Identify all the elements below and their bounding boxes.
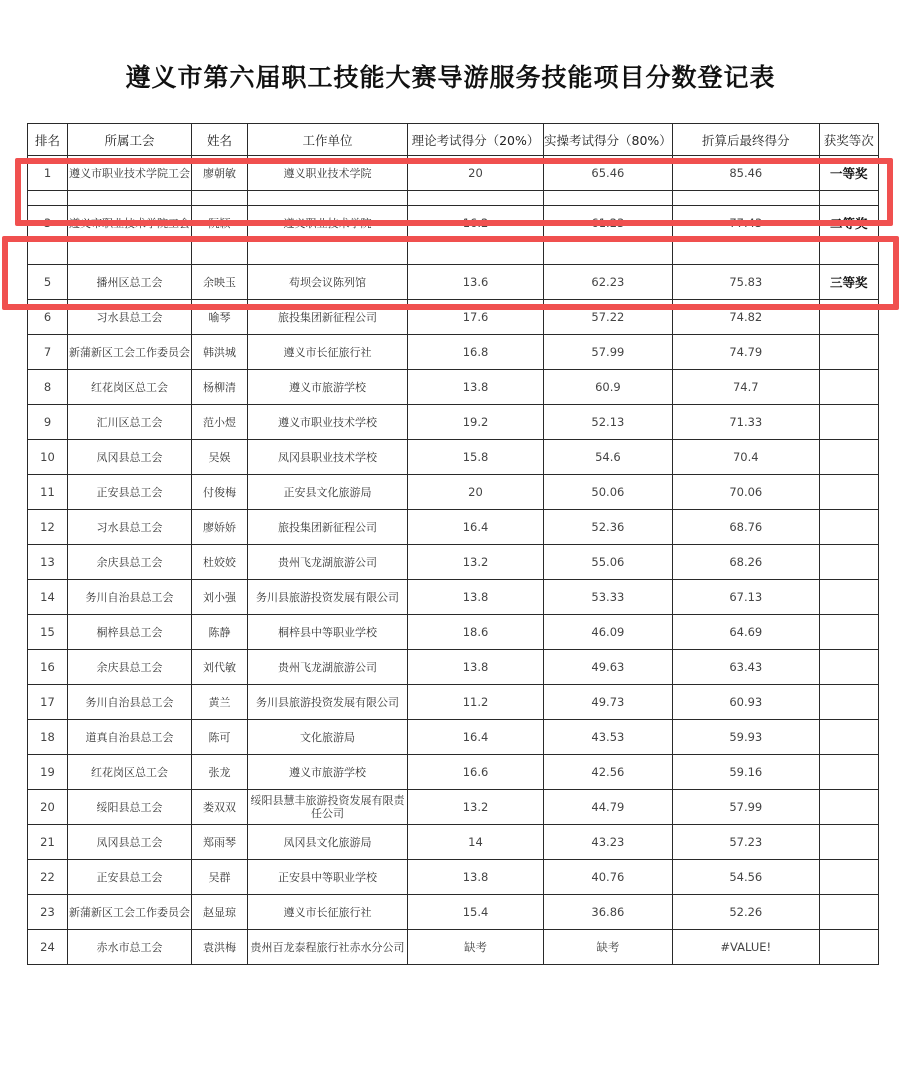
table-row	[28, 685, 879, 720]
cell-award	[819, 475, 878, 510]
cell-practical: 40.76	[544, 860, 673, 895]
cell-final: 57.99	[672, 790, 819, 825]
cell-unit: 苟坝会议陈列馆	[248, 265, 408, 300]
cell-unit: 贵州百龙泰程旅行社赤水分公司	[248, 930, 408, 965]
cell-final: 75.83	[672, 265, 819, 300]
cell-unit: 绥阳县慧丰旅游投资发展有限责任公司	[248, 790, 408, 825]
cell-rank: 9	[28, 405, 68, 440]
cell-final: #VALUE!	[672, 930, 819, 965]
table-row	[28, 300, 879, 335]
cell-union: 红花岗区总工会	[68, 755, 192, 790]
cell-unit: 文化旅游局	[248, 720, 408, 755]
obscured-cell	[544, 191, 673, 206]
cell-union: 遵义市职业技术学院工会	[68, 206, 192, 241]
table-row	[28, 755, 879, 790]
cell-rank: 17	[28, 685, 68, 720]
cell-rank: 12	[28, 510, 68, 545]
obscured-cell	[248, 191, 408, 206]
cell-rank: 19	[28, 755, 68, 790]
obscured-cell	[672, 241, 819, 265]
cell-name: 廖娇娇	[192, 510, 248, 545]
cell-rank: 18	[28, 720, 68, 755]
cell-practical: 55.06	[544, 545, 673, 580]
cell-theory: 18.6	[408, 615, 544, 650]
cell-theory: 15.4	[408, 895, 544, 930]
header-rank: 排名	[28, 124, 68, 156]
cell-final: 70.4	[672, 440, 819, 475]
cell-practical: 60.9	[544, 370, 673, 405]
cell-name: 刘小强	[192, 580, 248, 615]
cell-practical: 52.36	[544, 510, 673, 545]
table-row	[28, 860, 879, 895]
cell-name: 吴娱	[192, 440, 248, 475]
cell-name: 赵显琼	[192, 895, 248, 930]
cell-rank: 21	[28, 825, 68, 860]
table-row	[28, 615, 879, 650]
cell-theory: 20	[408, 156, 544, 191]
obscured-cell	[408, 241, 544, 265]
cell-award	[819, 685, 878, 720]
cell-union: 余庆县总工会	[68, 545, 192, 580]
cell-unit: 遵义市旅游学校	[248, 755, 408, 790]
cell-award	[819, 335, 878, 370]
cell-union: 务川自治县总工会	[68, 685, 192, 720]
cell-union: 遵义市职业技术学院工会	[68, 156, 192, 191]
cell-theory: 17.6	[408, 300, 544, 335]
cell-rank: 1	[28, 156, 68, 191]
header-name: 姓名	[192, 124, 248, 156]
cell-theory: 13.6	[408, 265, 544, 300]
cell-rank: 6	[28, 300, 68, 335]
obscured-cell	[408, 191, 544, 206]
obscured-cell	[248, 241, 408, 265]
cell-final: 74.7	[672, 370, 819, 405]
cell-award	[819, 405, 878, 440]
obscured-cell	[192, 241, 248, 265]
header-unit: 工作单位	[248, 124, 408, 156]
cell-union: 正安县总工会	[68, 860, 192, 895]
cell-union: 播州区总工会	[68, 265, 192, 300]
cell-award	[819, 615, 878, 650]
cell-final: 74.79	[672, 335, 819, 370]
cell-name: 娄双双	[192, 790, 248, 825]
obscured-cell	[68, 191, 192, 206]
cell-unit: 桐梓县中等职业学校	[248, 615, 408, 650]
cell-rank: 22	[28, 860, 68, 895]
cell-unit: 贵州飞龙湖旅游公司	[248, 650, 408, 685]
cell-rank: 16	[28, 650, 68, 685]
cell-name: 余映玉	[192, 265, 248, 300]
table-row	[28, 510, 879, 545]
cell-rank: 11	[28, 475, 68, 510]
table-row	[28, 475, 879, 510]
cell-theory: 13.8	[408, 860, 544, 895]
table-row	[28, 335, 879, 370]
cell-award: 三等奖	[819, 265, 878, 300]
cell-name: 陈可	[192, 720, 248, 755]
cell-unit: 正安县中等职业学校	[248, 860, 408, 895]
cell-rank: 8	[28, 370, 68, 405]
table-row	[28, 720, 879, 755]
cell-union: 道真自治县总工会	[68, 720, 192, 755]
cell-practical: 62.23	[544, 265, 673, 300]
cell-award	[819, 825, 878, 860]
obscured-cell	[819, 241, 878, 265]
cell-name: 刘代敏	[192, 650, 248, 685]
cell-name: 范小煜	[192, 405, 248, 440]
cell-name: 付俊梅	[192, 475, 248, 510]
cell-practical: 36.86	[544, 895, 673, 930]
cell-final: 57.23	[672, 825, 819, 860]
cell-rank: 10	[28, 440, 68, 475]
cell-name: 袁洪梅	[192, 930, 248, 965]
cell-theory: 13.2	[408, 790, 544, 825]
cell-rank: 5	[28, 265, 68, 300]
obscured-cell	[68, 241, 192, 265]
cell-practical: 61.23	[544, 206, 673, 241]
cell-practical: 42.56	[544, 755, 673, 790]
cell-name: 杜姣姣	[192, 545, 248, 580]
cell-union: 正安县总工会	[68, 475, 192, 510]
cell-name: 阮颖	[192, 206, 248, 241]
cell-award	[819, 580, 878, 615]
cell-theory: 15.8	[408, 440, 544, 475]
cell-award	[819, 720, 878, 755]
cell-union: 新蒲新区工会工作委员会	[68, 335, 192, 370]
cell-union: 绥阳县总工会	[68, 790, 192, 825]
table-row	[28, 370, 879, 405]
cell-union: 桐梓县总工会	[68, 615, 192, 650]
cell-award	[819, 790, 878, 825]
cell-practical: 缺考	[544, 930, 673, 965]
cell-name: 郑雨琴	[192, 825, 248, 860]
obscured-cell	[544, 241, 673, 265]
table-row	[28, 930, 879, 965]
cell-unit: 遵义市旅游学校	[248, 370, 408, 405]
cell-theory: 20	[408, 475, 544, 510]
score-table	[27, 123, 879, 965]
table-row	[28, 895, 879, 930]
cell-theory: 16.6	[408, 755, 544, 790]
cell-practical: 53.33	[544, 580, 673, 615]
cell-final: 63.43	[672, 650, 819, 685]
table-row	[28, 545, 879, 580]
cell-rank: 20	[28, 790, 68, 825]
cell-final: 68.26	[672, 545, 819, 580]
cell-theory: 11.2	[408, 685, 544, 720]
cell-final: 74.82	[672, 300, 819, 335]
cell-practical: 57.99	[544, 335, 673, 370]
cell-final: 52.26	[672, 895, 819, 930]
table-row	[28, 206, 879, 241]
cell-final: 71.33	[672, 405, 819, 440]
cell-practical: 44.79	[544, 790, 673, 825]
cell-theory: 13.8	[408, 580, 544, 615]
cell-theory: 14	[408, 825, 544, 860]
cell-rank: 24	[28, 930, 68, 965]
cell-unit: 旅投集团新征程公司	[248, 510, 408, 545]
cell-rank: 23	[28, 895, 68, 930]
cell-theory: 19.2	[408, 405, 544, 440]
cell-award	[819, 755, 878, 790]
header-union: 所属工会	[68, 124, 192, 156]
cell-unit: 遵义职业技术学院	[248, 156, 408, 191]
cell-rank: 7	[28, 335, 68, 370]
table-row	[28, 405, 879, 440]
header-award: 获奖等次	[819, 124, 878, 156]
table-header-row	[28, 124, 879, 156]
table-row	[28, 825, 879, 860]
cell-practical: 49.73	[544, 685, 673, 720]
header-practical: 实操考试得分（80%）	[544, 124, 673, 156]
obscured-row	[28, 241, 879, 265]
header-theory: 理论考试得分（20%）	[408, 124, 544, 156]
cell-union: 凤冈县总工会	[68, 825, 192, 860]
cell-practical: 65.46	[544, 156, 673, 191]
cell-practical: 52.13	[544, 405, 673, 440]
cell-award	[819, 895, 878, 930]
cell-unit: 凤冈县文化旅游局	[248, 825, 408, 860]
cell-rank: 3	[28, 206, 68, 241]
obscured-cell	[28, 241, 68, 265]
cell-award	[819, 440, 878, 475]
cell-union: 务川自治县总工会	[68, 580, 192, 615]
cell-unit: 凤冈县职业技术学校	[248, 440, 408, 475]
cell-final: 77.43	[672, 206, 819, 241]
cell-final: 70.06	[672, 475, 819, 510]
cell-name: 杨柳清	[192, 370, 248, 405]
cell-practical: 50.06	[544, 475, 673, 510]
table-row	[28, 650, 879, 685]
cell-unit: 遵义职业技术学院	[248, 206, 408, 241]
cell-theory: 缺考	[408, 930, 544, 965]
cell-award	[819, 370, 878, 405]
cell-rank: 15	[28, 615, 68, 650]
cell-award	[819, 650, 878, 685]
obscured-row	[28, 191, 879, 206]
cell-theory: 16.8	[408, 335, 544, 370]
cell-union: 习水县总工会	[68, 510, 192, 545]
cell-unit: 贵州飞龙湖旅游公司	[248, 545, 408, 580]
cell-unit: 遵义市长征旅行社	[248, 335, 408, 370]
cell-theory: 13.8	[408, 370, 544, 405]
cell-award: 一等奖	[819, 156, 878, 191]
cell-name: 张龙	[192, 755, 248, 790]
table-row	[28, 790, 879, 825]
cell-theory: 16.4	[408, 510, 544, 545]
cell-unit: 务川县旅游投资发展有限公司	[248, 580, 408, 615]
cell-name: 吴群	[192, 860, 248, 895]
cell-practical: 43.23	[544, 825, 673, 860]
table-row	[28, 265, 879, 300]
cell-rank: 13	[28, 545, 68, 580]
cell-practical: 46.09	[544, 615, 673, 650]
cell-union: 习水县总工会	[68, 300, 192, 335]
obscured-cell	[819, 191, 878, 206]
cell-practical: 49.63	[544, 650, 673, 685]
cell-name: 廖朝敏	[192, 156, 248, 191]
table-row	[28, 440, 879, 475]
cell-final: 68.76	[672, 510, 819, 545]
document-title: 遵义市第六届职工技能大赛导游服务技能项目分数登记表	[125, 63, 776, 92]
obscured-cell	[672, 191, 819, 206]
cell-award	[819, 545, 878, 580]
cell-unit: 旅投集团新征程公司	[248, 300, 408, 335]
cell-unit: 遵义市长征旅行社	[248, 895, 408, 930]
obscured-cell	[192, 191, 248, 206]
cell-theory: 16.2	[408, 206, 544, 241]
cell-union: 新蒲新区工会工作委员会	[68, 895, 192, 930]
cell-practical: 54.6	[544, 440, 673, 475]
cell-final: 54.56	[672, 860, 819, 895]
cell-union: 赤水市总工会	[68, 930, 192, 965]
cell-final: 64.69	[672, 615, 819, 650]
cell-award	[819, 930, 878, 965]
cell-unit: 遵义市职业技术学校	[248, 405, 408, 440]
cell-name: 陈静	[192, 615, 248, 650]
header-final: 折算后最终得分	[672, 124, 819, 156]
cell-award	[819, 860, 878, 895]
cell-award: 二等奖	[819, 206, 878, 241]
cell-union: 红花岗区总工会	[68, 370, 192, 405]
cell-final: 60.93	[672, 685, 819, 720]
cell-name: 喻琴	[192, 300, 248, 335]
table-row	[28, 580, 879, 615]
cell-theory: 13.8	[408, 650, 544, 685]
cell-award	[819, 510, 878, 545]
cell-rank: 14	[28, 580, 68, 615]
table-row	[28, 156, 879, 191]
cell-union: 汇川区总工会	[68, 405, 192, 440]
cell-final: 85.46	[672, 156, 819, 191]
cell-award	[819, 300, 878, 335]
cell-final: 67.13	[672, 580, 819, 615]
obscured-cell	[28, 191, 68, 206]
cell-theory: 13.2	[408, 545, 544, 580]
cell-union: 余庆县总工会	[68, 650, 192, 685]
cell-unit: 正安县文化旅游局	[248, 475, 408, 510]
cell-final: 59.93	[672, 720, 819, 755]
cell-name: 韩洪城	[192, 335, 248, 370]
cell-name: 黄兰	[192, 685, 248, 720]
cell-unit: 务川县旅游投资发展有限公司	[248, 685, 408, 720]
cell-final: 59.16	[672, 755, 819, 790]
cell-theory: 16.4	[408, 720, 544, 755]
cell-union: 凤冈县总工会	[68, 440, 192, 475]
cell-practical: 43.53	[544, 720, 673, 755]
cell-practical: 57.22	[544, 300, 673, 335]
